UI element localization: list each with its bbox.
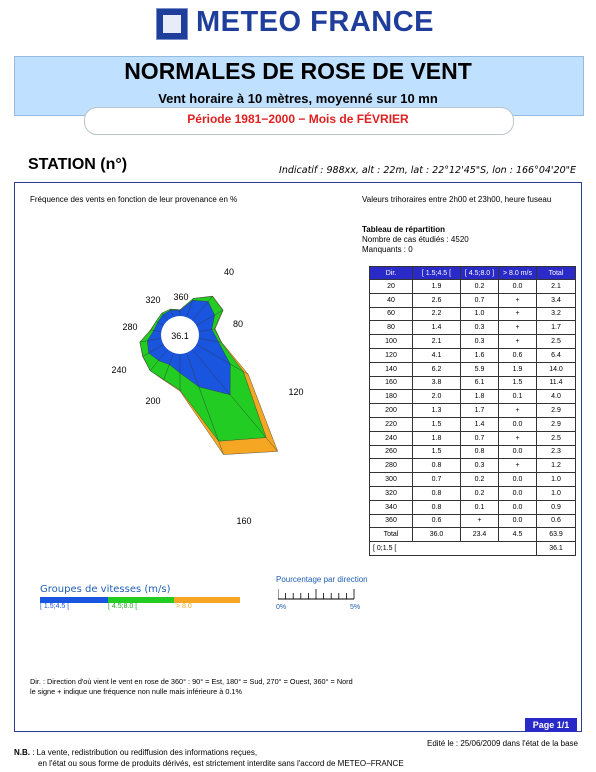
cell-group3: 0.0 — [499, 486, 537, 500]
cell-group3: + — [499, 293, 537, 307]
cell-group1: 2.1 — [413, 335, 461, 349]
cell-group1: 3.8 — [413, 376, 461, 390]
cell-group3: + — [499, 404, 537, 418]
cell-group2: 1.7 — [461, 404, 499, 418]
cell-dir: 240 — [370, 431, 413, 445]
cell-dir: 280 — [370, 459, 413, 473]
cell-group2: 0.3 — [461, 335, 499, 349]
cell-dir: 80 — [370, 321, 413, 335]
cell-dir: 20 — [370, 280, 413, 294]
cell-dir: 180 — [370, 390, 413, 404]
wind-rose-petals — [140, 296, 278, 455]
direction-label-200: 200 — [145, 396, 161, 406]
cell-total: 2.9 — [537, 404, 576, 418]
cell-group1: 2.0 — [413, 390, 461, 404]
cell-group3: 4.5 — [499, 528, 537, 542]
table-row — [370, 280, 576, 294]
table-row — [370, 528, 576, 542]
page-title: NORMALES DE ROSE DE VENT — [124, 58, 472, 84]
table-header-row — [370, 267, 576, 280]
cell-group2: 0.1 — [461, 500, 499, 514]
cell-group1: 0.8 — [413, 459, 461, 473]
cell-group2: 23.4 — [461, 528, 499, 542]
meteo-france-logo-icon — [156, 8, 188, 40]
cell-group2: 5.9 — [461, 362, 499, 376]
cell-group2: 0.3 — [461, 459, 499, 473]
table-title: Tableau de répartition — [362, 225, 445, 234]
cell-dir: 100 — [370, 335, 413, 349]
cell-total: 63.9 — [537, 528, 576, 542]
cell-group1: 0.8 — [413, 500, 461, 514]
cell-dir: 160 — [370, 376, 413, 390]
cell-group2: 0.7 — [461, 293, 499, 307]
cell-group2: + — [461, 514, 499, 528]
table-row — [370, 390, 576, 404]
calm-row — [370, 542, 576, 556]
cell-group3: 1.9 — [499, 362, 537, 376]
sign-note: le signe + indique une fréquence non nulle mais inférieure à 0.1% — [30, 687, 242, 696]
page-number: Page 1/1 — [532, 720, 570, 730]
table-row — [370, 321, 576, 335]
cell-group1: 6.2 — [413, 362, 461, 376]
percent-scale-title: Pourcentage par direction — [276, 575, 368, 584]
table-row — [370, 376, 576, 390]
cell-group3: 0.0 — [499, 514, 537, 528]
calm-total: 36.1 — [537, 542, 576, 556]
cell-group3: + — [499, 307, 537, 321]
header-total: Total — [537, 267, 576, 280]
header-group1: [ 1.5;4.5 [ — [413, 267, 461, 280]
logo-text: METEO FRANCE — [196, 6, 434, 38]
cell-group3: + — [499, 431, 537, 445]
table-row — [370, 431, 576, 445]
nb-line-2: en l'état ou sous forme de produits dérivés, est strictement interdite sans l'accord de METEO−FRANCE — [38, 759, 404, 768]
cell-total: 2.5 — [537, 431, 576, 445]
direction-note: Dir. : Direction d'où vient le vent en rose de 360° : 90° = Est, 180° = Sud, 270° = Ouest, 360° = Nord — [30, 677, 353, 686]
cell-group3: 0.1 — [499, 390, 537, 404]
table-row — [370, 293, 576, 307]
cell-dir: 300 — [370, 473, 413, 487]
cell-total: 4.0 — [537, 390, 576, 404]
direction-label-160: 160 — [236, 516, 252, 525]
cell-total: 0.6 — [537, 514, 576, 528]
table-row — [370, 486, 576, 500]
cell-group1: 0.7 — [413, 473, 461, 487]
table-row — [370, 459, 576, 473]
wind-rose-chart — [100, 255, 320, 525]
table-row — [370, 335, 576, 349]
cell-total: 2.9 — [537, 417, 576, 431]
cell-group1: 1.5 — [413, 417, 461, 431]
direction-label-120: 120 — [288, 387, 304, 397]
missing-count: Manquants : 0 — [362, 245, 413, 254]
cell-dir: 260 — [370, 445, 413, 459]
table-row — [370, 417, 576, 431]
direction-label-80: 80 — [232, 319, 244, 329]
cell-dir: Total — [370, 528, 413, 542]
cell-group3: 0.0 — [499, 445, 537, 459]
cell-group3: 0.0 — [499, 417, 537, 431]
cell-group2: 1.0 — [461, 307, 499, 321]
legend-label-high: > 8.0 — [176, 603, 192, 610]
cell-total: 1.0 — [537, 486, 576, 500]
cell-group3: + — [499, 335, 537, 349]
cell-group1: 1.5 — [413, 445, 461, 459]
cell-dir: 140 — [370, 362, 413, 376]
cell-total: 1.2 — [537, 459, 576, 473]
cell-dir: 340 — [370, 500, 413, 514]
nb-label: N.B. — [14, 748, 30, 757]
cell-total: 14.0 — [537, 362, 576, 376]
cell-group2: 1.8 — [461, 390, 499, 404]
page-subtitle: Vent horaire à 10 mètres, moyenné sur 10 mn — [158, 91, 438, 106]
cell-total: 2.3 — [537, 445, 576, 459]
cell-group3: 0.0 — [499, 280, 537, 294]
header-group2: [ 4.5;8.0 ] — [461, 267, 499, 280]
nb-line-1 — [14, 748, 257, 757]
percent-min: 0% — [276, 604, 287, 611]
nb-text-1: : La vente, redistribution ou rediffusion des informations reçues, — [30, 748, 258, 757]
direction-label-40: 40 — [223, 267, 235, 277]
cell-dir: 220 — [370, 417, 413, 431]
table-row — [370, 362, 576, 376]
cell-dir: 120 — [370, 348, 413, 362]
cell-total: 6.4 — [537, 348, 576, 362]
cell-group3: + — [499, 321, 537, 335]
calm-label: [ 0;1.5 [ — [370, 542, 537, 556]
cell-group3: + — [499, 459, 537, 473]
header-dir: Dir. — [370, 267, 413, 280]
hours-label: Valeurs trihoraires entre 2h00 et 23h00, heure fuseau — [362, 195, 552, 204]
cell-dir: 40 — [370, 293, 413, 307]
edited-date: Edité le : 25/06/2009 dans l'état de la base — [427, 739, 578, 748]
cell-dir: 200 — [370, 404, 413, 418]
cases-count: Nombre de cas étudiés : 4520 — [362, 235, 469, 244]
cell-group1: 0.6 — [413, 514, 461, 528]
cell-group3: 0.6 — [499, 348, 537, 362]
table-row — [370, 445, 576, 459]
table-row — [370, 404, 576, 418]
speed-groups-title: Groupes de vitesses (m/s) — [40, 584, 171, 595]
direction-label-360: 360 — [173, 292, 189, 302]
cell-group2: 0.7 — [461, 431, 499, 445]
direction-label-320: 320 — [145, 295, 161, 305]
cell-group3: 0.0 — [499, 500, 537, 514]
direction-label-280: 280 — [122, 322, 138, 332]
percent-max: 5% — [350, 604, 361, 611]
cell-dir: 360 — [370, 514, 413, 528]
cell-group1: 0.8 — [413, 486, 461, 500]
station-label: STATION (n°) — [28, 156, 128, 173]
cell-group3: 0.0 — [499, 473, 537, 487]
period-text: Période 1981−2000 − Mois de FÉVRIER — [187, 112, 409, 126]
distribution-table — [369, 266, 576, 556]
table-row — [370, 473, 576, 487]
cell-group1: 4.1 — [413, 348, 461, 362]
cell-total: 1.0 — [537, 473, 576, 487]
cell-dir: 320 — [370, 486, 413, 500]
cell-group2: 0.2 — [461, 280, 499, 294]
frequency-label: Fréquence des vents en fonction de leur provenance en % — [30, 195, 238, 204]
cell-total: 0.9 — [537, 500, 576, 514]
cell-group1: 2.6 — [413, 293, 461, 307]
cell-group1: 1.4 — [413, 321, 461, 335]
cell-group1: 2.2 — [413, 307, 461, 321]
cell-group2: 1.6 — [461, 348, 499, 362]
legend-label-low: [ 1.5;4.5 [ — [40, 603, 70, 610]
cell-group3: 1.5 — [499, 376, 537, 390]
table-row — [370, 500, 576, 514]
cell-group2: 6.1 — [461, 376, 499, 390]
cell-total: 3.2 — [537, 307, 576, 321]
percent-scale — [278, 587, 358, 603]
direction-label-240: 240 — [111, 365, 127, 375]
cell-total: 2.1 — [537, 280, 576, 294]
table-row — [370, 348, 576, 362]
header-group3: > 8.0 m/s — [499, 267, 537, 280]
cell-group1: 1.3 — [413, 404, 461, 418]
legend-label-mid: [ 4.5;8.0 [ — [108, 603, 138, 610]
cell-group2: 0.2 — [461, 473, 499, 487]
cell-dir: 60 — [370, 307, 413, 321]
station-info: Indicatif : 988xx, alt : 22m, lat : 22°12'45"S, lon : 166°04'20"E — [279, 165, 576, 176]
cell-group2: 0.3 — [461, 321, 499, 335]
table-row — [370, 307, 576, 321]
cell-group2: 1.4 — [461, 417, 499, 431]
cell-group1: 1.8 — [413, 431, 461, 445]
cell-total: 2.5 — [537, 335, 576, 349]
table-row — [370, 514, 576, 528]
cell-total: 3.4 — [537, 293, 576, 307]
cell-group2: 0.8 — [461, 445, 499, 459]
cell-group1: 1.9 — [413, 280, 461, 294]
cell-group1: 36.0 — [413, 528, 461, 542]
cell-group2: 0.2 — [461, 486, 499, 500]
table-body — [370, 280, 576, 556]
cell-total: 11.4 — [537, 376, 576, 390]
cell-total: 1.7 — [537, 321, 576, 335]
calm-value: 36.1 — [171, 331, 189, 341]
